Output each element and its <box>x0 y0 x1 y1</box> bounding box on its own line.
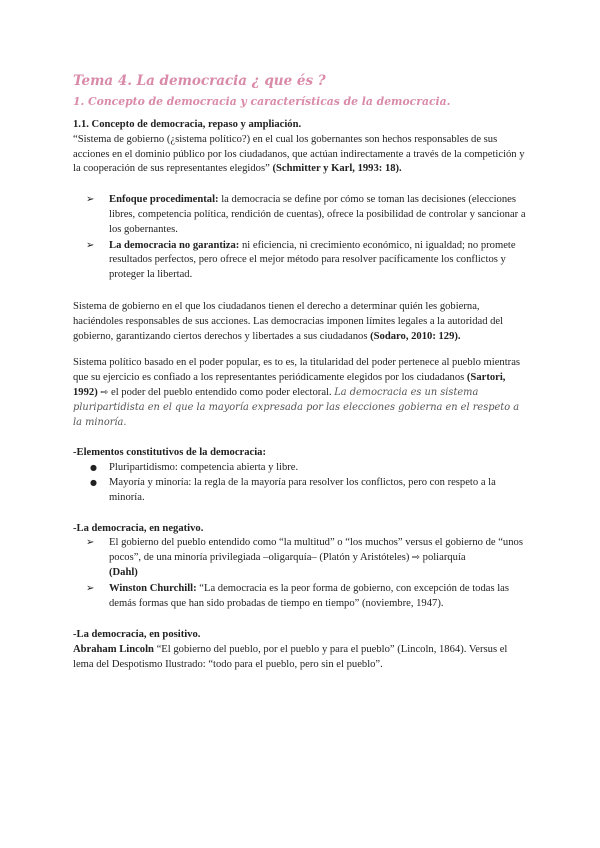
schmitter-quote: “Sistema de gobierno (¿sistema político?) en el cual los gobernantes son hechos responsables de sus acciones en el dominio público por los ciudadanos, que actúan indirectamente a través de la competición y la cooperación de sus representantes elegidos” <box>73 133 525 175</box>
implies-arrow-icon: ⇨ <box>100 386 109 398</box>
arrow-bullet-icon: ➢ <box>86 194 95 206</box>
section-subtitle: 1. Concepto de democracia y características de la democracia. <box>73 95 451 108</box>
elementos-list <box>73 461 529 505</box>
handwritten-note: La democracia es un sistema pluripartidista en el que la mayoría expresada por las elecciones gobierna en el respeto a la minoría. <box>73 386 520 428</box>
arrow-bullet-icon: ➢ <box>86 537 95 549</box>
lincoln-label: Abraham Lincoln <box>73 644 154 656</box>
list-item <box>86 476 529 506</box>
sodaro-citation: (Sodaro, 2010: 129). <box>370 330 461 342</box>
negativo-item-text: El gobierno del pueblo entendido como “la multitud” o “los muchos” versus el gobierno de “unos pocos”, de una minoría privilegiada –oligarquía– (Platón y Aristóteles) <box>109 537 523 564</box>
list-item <box>86 193 529 237</box>
churchill-label: Winston Churchill: <box>109 582 197 594</box>
list-item <box>86 461 529 476</box>
definition-schmitter <box>73 133 529 177</box>
implies-arrow-icon: ⇨ <box>412 552 420 564</box>
dahl-citation: (Dahl) <box>109 566 138 578</box>
positivo-paragraph <box>73 643 529 673</box>
bullet-bold-label: Enfoque procedimental: <box>109 194 219 206</box>
section-heading-1-1: 1.1. Concepto de democracia, repaso y ampliación. <box>73 119 302 130</box>
list-item-text: Mayoría y minoría: la regla de la mayoría para resolver los conflictos, pero con respeto a la minoría. <box>109 476 496 503</box>
list-item <box>86 536 529 580</box>
document-page <box>73 72 529 673</box>
list-item-text: Pluripartidismo: competencia abierta y libre. <box>109 462 299 474</box>
page-title: Tema 4. La democracia ¿ que és ? <box>73 73 326 89</box>
approach-list <box>73 193 529 283</box>
sodaro-text: Sistema de gobierno en el que los ciudadanos tienen el derecho a determinar quién les gobierna, haciéndoles responsables de sus acciones. Las democracias imponen límites legales a la autoridad del gobierno, garantizando ciertos derechos y libertades a sus ciudadanos <box>73 300 504 342</box>
schmitter-citation: (Schmitter y Karl, 1993: 18). <box>272 163 402 175</box>
bullet-text: ni eficiencia, ni crecimiento económico, ni igualdad; no promete resultados perfectos, pero ofrece el mejor método para resolver pacíficamente los conflictos y proteger la libertad. <box>109 239 516 281</box>
sartori-citation: (Sartori, 1992) <box>73 372 506 398</box>
sartori-tail: el poder del pueblo entendido como poder electoral. <box>108 386 332 398</box>
lincoln-quote: “El gobierno del pueblo, por el pueblo y para el pueblo” (Lincoln, 1864). Versus el lema del Despotismo Ilustrado: “todo para el pueblo, pero sin el pueblo”. <box>73 644 508 670</box>
list-item <box>86 582 529 612</box>
churchill-quote: “La democracia es la peor forma de gobierno, con excepción de todas las demás formas que han sido probadas de tiempo en tiempo” (noviembre, 1947). <box>109 582 510 609</box>
elementos-heading: -Elementos constitutivos de la democracia: <box>73 447 267 459</box>
negativo-heading: -La democracia, en negativo. <box>73 522 204 534</box>
negativo-list <box>73 536 529 611</box>
definition-sodaro <box>73 300 529 344</box>
dot-bullet-icon: ● <box>90 477 97 487</box>
positivo-heading: -La democracia, en positivo. <box>73 629 201 641</box>
poliarquia-text: poliarquía <box>420 552 466 564</box>
arrow-bullet-icon: ➢ <box>86 239 95 251</box>
bullet-bold-label: La democracia no garantiza: <box>109 239 240 251</box>
list-item <box>86 239 529 283</box>
dot-bullet-icon: ● <box>90 463 97 473</box>
bullet-text: la democracia se define por cómo se toman las decisiones (elecciones libres, competencia política, rendición de cuentas), ofrece la posibilidad de controlar y sancionar a los gobernantes. <box>109 194 526 235</box>
definition-sartori <box>73 356 529 430</box>
sartori-text: Sistema político basado en el poder popular, es to es, la titularidad del poder pertenece al pueblo mientras que su ejercicio es confiado a los representantes periódicamente elegidos por los ciudadanos <box>73 357 521 384</box>
arrow-bullet-icon: ➢ <box>86 582 95 594</box>
